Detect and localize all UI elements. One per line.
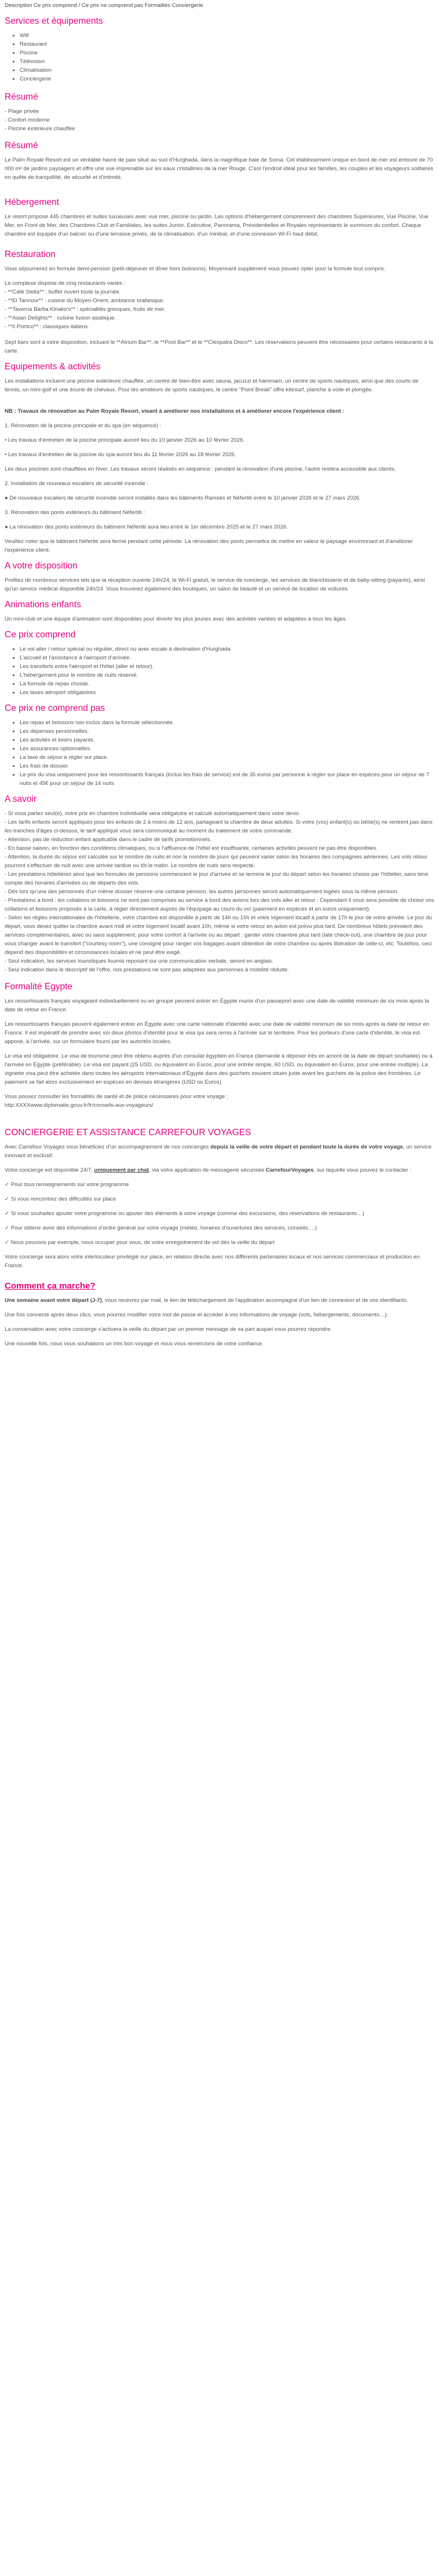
travaux-section-3-bullet-1: ● La rénovation des ponts extérieurs du bâtiment Néfertiti aura lieu entre le 1er décembre 2025 et le 27 mars 2026.	[5, 524, 288, 530]
travaux-section-1-note: Les deux piscines sont chauffées en hiver. Les travaux seront réalisés en séquence : pendant la rénovation d'une piscine, l'autre restera accessible aux clients.	[5, 466, 396, 472]
conciergerie-p2-a: Votre concierge est disponible 24/7,	[5, 1167, 94, 1173]
savoir-title: A savoir	[5, 794, 37, 804]
travaux-section-2-bullet-1: ● De nouveaux escaliers de sécurité incendie seront installés dans les bâtiments Ramsès et Néfertiti entre le 10 janvier 2026 et le 27 mars 2026.	[5, 495, 361, 501]
conciergerie-p2-c: , via votre application de messagerie sécurisée	[149, 1167, 266, 1173]
list-item: • Le vol aller / retour spécial ou régulier, direct ou avec escale à destination d'Hurghada	[20, 645, 434, 654]
comment-p1-a: Une semaine avant votre départ (J-7)	[5, 1297, 102, 1304]
list-item: - Selon les règles internationales de l'hôtellerie, votre chambre est disponible à partir de 14h ou 15h et votre logement locatif à partir de 17h le jour de votre arrivée. Le jour du départ, vous devez quitter la chambre avant midi et votre logement locatif avant 10h, même si votre retour en avion est prévu plus tard. De nombreux hôtels prévoient des services complémentaires, avec ou sans supplément, pour votre confort à l'arrivée ou au départ : garder votre chambre plus tard (late check-out), une chambre de jour pour vous changer avant le transfert ("courtesy room"), une consigne pour ranger vos bagages avant obtention de votre chambre ou après libération de celle-ci, etc. Toutefois, ceci dépend des disponibilités et circonstances locales et ne peut être exigé.	[5, 915, 432, 956]
list-item: - Les prestations hôtelières ainsi que les formules de pensions commencent le jour d'arrivée et se termine le jour du départ selon les horaires choisis par l'hôtelier, sans tenir compte des horaires d'arrivées ou de départs des vols.	[5, 871, 429, 886]
travaux-section-3-note: Veuillez noter que le bâtiment Néfertiti sera fermé pendant cette période. La rénovation des ponts permettra de mettre en valeur le paysage environnant et d'améliorer l'expérience client.	[5, 538, 413, 553]
check-item: ✓ Pour obtenir avoir des informations d'ordre général sur votre voyage (météo, horaires d'ouvertures des services, conseils….)	[5, 1225, 317, 1231]
conciergerie-p1	[5, 1143, 434, 1160]
comment-p2: Une fois connecté après deux clics, vous pourrez modifier votre mot de passe et accéder à vos informations de voyage (vols, hébergements, documents…).	[5, 1312, 389, 1318]
equipements-title: Equipements & activités	[5, 362, 101, 372]
resume-title: Résumé	[5, 92, 38, 102]
formalite-link[interactable]: http:XXXXwww.diplomatie.gouv.fr/fr/conseils-aux-voyageurs/	[5, 1102, 153, 1109]
list-item: • L'accueil et l'assistance à l'aéroport d'arrivée.	[20, 654, 434, 662]
formalite-p3: Le visa est obligatoire. Le visa de tourisme peut être obtenu auprès d'un consulat égyptien en France (demande à déposer très en amont de la date de départ souhaitée) ou à l'arrivée en Égypte (préférable). Le visa est payant (25 USD, ou équivalent en Euros, pour une entrée simple, 60 USD, ou équivalent en Euros, pour une entrée multiple). La vignette visa peut être achetée dans toutes les aéroports internationaux d'Égypte dans des guichets souvent situés juste avant les guichets de la police des frontières. Le paiement se fait alors exclusivement en espèces en devises étrangères (USD ou Euros).	[5, 1053, 433, 1085]
travaux-section-1-bullet-2: • Les travaux d'entretien de la piscine du spa auront lieu du 11 février 2026 au 28 février 2026.	[5, 452, 236, 458]
list-item: - Dès lors qu'une des personnes d'un même dossier réserve une certaine pension, les autres personnes seront automatiquement logées sous la même pension.	[5, 889, 399, 895]
check-item: ✓ Si vous rencontrez des difficultés sur place	[5, 1196, 116, 1202]
disposition-title: A votre disposition	[5, 561, 78, 571]
bars-text: Sept bars sont à votre disposition, incluant le **Atrium Bar**, le **Pool Bar** et le **Cleopatra Disco**. Les réservations peuvent être nécessaires pour certains restaurants à la carte.	[5, 339, 433, 354]
conciergerie-p3: Votre concierge sera alors votre interlocuteur privilégié sur place, en relation directe avec nos différents partenaires locaux et nos services commerciaux et production en France.	[5, 1254, 420, 1269]
savoir-list	[5, 809, 434, 974]
animations-text: Un mini-club et une équipe d'animation sont disponibles pour divertir les plus jeunes avec des activités variées et adaptées à tous les âges.	[5, 616, 347, 622]
list-item: • Conciergerie	[20, 75, 434, 83]
list-item: - **El Tannour** : cuisine du Moyen-Orient, ambiance orabesque.	[5, 298, 165, 304]
conciergerie-p1-a: Avec Carrefour Voyages vous bénéficiez d'un accompagnement de nos concierges	[5, 1144, 211, 1150]
animations-title: Animations enfants	[5, 600, 81, 610]
conciergerie-p2-b: uniquement par chat	[94, 1167, 149, 1173]
list-item: • Les dépenses personnelles.	[20, 727, 434, 736]
list-item: - **Taverna Barba Kiriako's** : spécialités grecques, fruits de mer.	[5, 306, 166, 313]
list-item: • La formule de repas choisie.	[20, 680, 434, 688]
comment-p4: Une nouvelle fois, nous vous souhaitons un très bon voyage et nous vous remercions de votre confiance.	[5, 1341, 264, 1347]
list-item: - Si vous partez seul(e), votre prix en chambre individuelle sera obligatoire et calculé automatiquement dans votre devis.	[5, 810, 301, 817]
list-item: • Restaurant	[20, 40, 434, 49]
list-item: - Confort moderne	[5, 117, 50, 123]
comment-p1-b: , vous recevrez par mail, le lien de téléchargement de l'application accompagné d'un lien de connexion et de vos identifiants.	[101, 1297, 408, 1304]
ne-comprend-list	[5, 718, 434, 788]
list-item: - **Il Portico** : classiques italiens.	[5, 324, 90, 330]
formalite-p4-text: Vous pouvez consulter les formalités de santé et de police nécessaires pour votre voyage :	[5, 1093, 228, 1100]
list-item: - Attention, la durée du séjour est calculée sur le nombre de nuits et non le nombre de jours qui peuvent varier selon les horaires des compagnies aériennes. Les vols retour pourront s'effectuer de nuit avec une arrivée tardive ou tôt le matin. Le nombre de nuits sera respecté.	[5, 854, 428, 869]
check-item: ✓ Pour tous renseignements sur votre programme	[5, 1181, 129, 1188]
conciergerie-p2-d: CarrefourVoyages	[266, 1167, 314, 1173]
formalite-p1: Les ressortissants français voyageant individuellement ou en groupe peuvent entrer en Égypte munis d'un passeport avec une date de validité minimum de six mois après la date de retour en France.	[5, 998, 429, 1013]
hebergement-text: Le resort propose 445 chambres et suites luxueuses avec vue mer, piscine ou jardin. Les options d'hébergement comprennent des chambres Supérieures, Vue Piscine, Vue Mer, en Front de Mer, des Chambres Club et Familiales, les suites Junior, Exécutive, Panorama, Présidentielles et Royales représentants le summum du confort. Chaque chambre est équipée d'un balcon ou d'une terrasse privés, de la climatisation, d'un minibar, et d'une connexion Wi-Fi haut débit.	[5, 214, 429, 237]
conciergerie-p1-b: depuis la veille de votre départ et pendant toute la durée de votre voyage	[210, 1144, 403, 1150]
ne-comprend-title: Ce prix ne comprend pas	[5, 703, 105, 713]
conciergerie-p1-c: , un service innovant et exclusif.	[5, 1144, 431, 1159]
conciergerie-checklist	[5, 1180, 434, 1247]
resume-title-2: Résumé	[5, 141, 38, 151]
list-item: • Les frais de dossier.	[20, 762, 434, 770]
hebergement-title: Hébergement	[5, 197, 59, 207]
list-item: - Les tarifs enfants seront appliqués pour les enfants de 2 à moins de 12 ans, partageant la chambre de deux adultes. Si votre (vos) enfant(s) ou bébé(s) ne rentrent pas dans les tranches d'âges ci-dessus, le tarif appliqué vous sera communiqué au moment du traitement de votre commande.	[5, 819, 433, 834]
travaux-nb: NB : Travaux de rénovation au Palm Royale Resort, visant à améliorer nos installations et à améliorer encore l'expérience client :	[5, 408, 345, 414]
list-item: - Seul indication dans le descriptif de l'offre, nos prestations ne sont pas adaptées aux personnes à mobilité réduite.	[5, 967, 289, 973]
formalite-p2: Les ressortissants français peuvent également entrer en Égypte avec une carte nationale d'identité avec une date de validité minimum de six mois après la date de retour en France. Il est impératif de prendre avec soi deux photos d'identité pour le visa qui sera remis à l'arrivée sur le territoire. Pour les porteurs d'une carte d'identité, le visa est apposé, à l'arrivée, sur un formulaire fourni par les autorités locales.	[5, 1021, 429, 1045]
conciergerie-title: CONCIERGERIE ET ASSISTANCE CARREFOUR VOYAGES	[5, 1128, 251, 1137]
list-item: • L'hébergement pour le nombre de nuits réservé.	[20, 671, 434, 680]
restaurant-list-intro: Le complexe dispose de cinq restaurants variés :	[5, 280, 125, 287]
comment-title: Comment ça marche?	[5, 1281, 96, 1291]
disposition-text: Profitez de nombreux services tels que la réception ouverte 24h/24, le Wi-Fi gratuit, le service de concierge, les services de blanchisserie et de baby-sitting (payants), ainsi qu'un service médical disponible 24h/24. Vous trouverez également des boutiques, un salon de beauté et un service de location de voitures.	[5, 577, 425, 592]
list-item: - Plage privée	[5, 108, 39, 115]
list-item: - Attention, pas de réduction enfant applicable dans le cadre de tarifs promotionnels.	[5, 836, 212, 843]
resume-text: Le Palm Royale Resort est un véritable havre de paix situé au sud d'Hurghada, dans la magnifique baie de Soma. Cet établissement unique en bord de mer est entouré de 70 000 m² de jardins paysagers et offre une vue imprenable sur les eaux cristallines de la mer Rouge. C'est l'endroit idéal pour les familles, les couples et les voyageurs solitaires en quête de tranquillité, de sécurité et d'intimité.	[5, 157, 433, 181]
list-item: - Piscine extérieure chauffée	[5, 126, 75, 132]
comment-p1	[5, 1296, 434, 1305]
comprend-list	[5, 645, 434, 697]
list-item: • La taxe de séjour à régler sur place.	[20, 753, 434, 762]
formalite-p4	[5, 1092, 434, 1110]
check-item: ✓ Nous pouvons par exemple, nous occuper pour vous, de votre enregistrement de vol dès la veille du départ	[5, 1239, 275, 1246]
travaux-section-3-title: 3. Rénovation des ponts extérieurs du bâtiment Néfertiti :	[5, 509, 145, 516]
formalite-title: Formalité Egypte	[5, 982, 73, 992]
conciergerie-p2	[5, 1166, 434, 1175]
list-item: • Le prix du visa uniquement pour les ressortissants français (inclus les frais de service) est de 35 euros par personne à régler sur place en espèces pour un séjour de 7 nuits et 45€ pour un séjour de 14 nuits	[20, 770, 434, 788]
resume-list	[5, 107, 434, 133]
list-item: • Piscine	[20, 49, 434, 57]
services-list	[5, 31, 434, 83]
comprend-title: Ce prix comprend	[5, 630, 76, 640]
restaurant-list	[5, 279, 434, 331]
travaux-section-1-title: 1. Rénovation de la piscine principale et du spa (en séquence) :	[5, 423, 162, 429]
list-item: • Les repas et boissons non inclus dans la formule sélectionnée.	[20, 718, 434, 727]
list-item: - **Café Stella** : buffet ouvert toute la journée.	[5, 289, 121, 295]
travaux-section-2-title: 2. Installation de nouveaux escaliers de sécurité incendie :	[5, 480, 148, 487]
equipements-text: Les installations incluent une piscine extérieure chauffée, un centre de bien-être avec sauna, jacuzzi et hammam, un centre de sports nautiques, ainsi que des courts de tennis, un mini-golf et une écurie de chevaux. Pour les amateurs de sports nautiques, le centre "Point Break" offre kitesurf, planche à voile et plongée.	[5, 378, 419, 393]
list-item: • Télévision	[20, 57, 434, 66]
list-item: • Les taxes aéroport obligatoires	[20, 688, 434, 697]
conciergerie-p2-e: , sur laquelle vous pouvez le contacter :	[313, 1167, 412, 1173]
services-title: Services et équipements	[5, 16, 103, 26]
list-item: • Wifi	[20, 31, 434, 40]
list-item: - Prestations à bord : les collations et boissons ne sont pas comprises au service à bord des avions lors des vols aller et retour ; Cependant il vous sera possible de choisir vos collations et boissons proposés à la carte, à régler directement auprès de l'équipage au cours du vol (paiement en espèces et en euros uniquement).	[5, 897, 434, 912]
check-item: ✓ Si vous souhaitez ajouter votre programme ou ajouter des éléments à votre voyage (comme des excursions, des réservations de restaurants…)	[5, 1210, 364, 1217]
list-item: - Seul indication, les services touristiques fournis reposant sur une communication verbale, seront en anglais.	[5, 958, 273, 964]
travaux-section-1-bullet-1: • Les travaux d'entretien de la piscine principale auront lieu du 10 janvier 2026 au 10 février 2026.	[5, 437, 245, 443]
list-item: • Les activités et loisirs payants.	[20, 736, 434, 744]
restauration-intro: Vous séjournerez en formule demi-pension (petit-déjeuner et dîner hors boissons). Moyennant supplément vous pouvez opter pour la formule tout compris.	[5, 266, 386, 272]
list-item: - **Asian Delights** : cuisine fusion asiatique.	[5, 315, 116, 321]
comment-p3: La conversation avec votre concierge s'activera la veille du départ par un premier message de sa part auquel vous pourrez répondre.	[5, 1326, 332, 1333]
list-item: • Climatisation	[20, 66, 434, 75]
description-tabs-line: Description Ce prix comprend / Ce prix ne comprend pas Formalités Conciergerie	[5, 2, 203, 9]
restauration-title: Restauration	[5, 249, 56, 259]
list-item: - En basse saison, en fonction des conditions climatiques, ou si l'affluence de l'hôtel est insuffisante, certaines activités peuvent ne pas être disponibles.	[5, 845, 378, 852]
list-item: • Les transferts entre l'aéroport et l'hôtel (aller et retour).	[20, 662, 434, 671]
list-item: • Les assurances optionnelles.	[20, 744, 434, 753]
